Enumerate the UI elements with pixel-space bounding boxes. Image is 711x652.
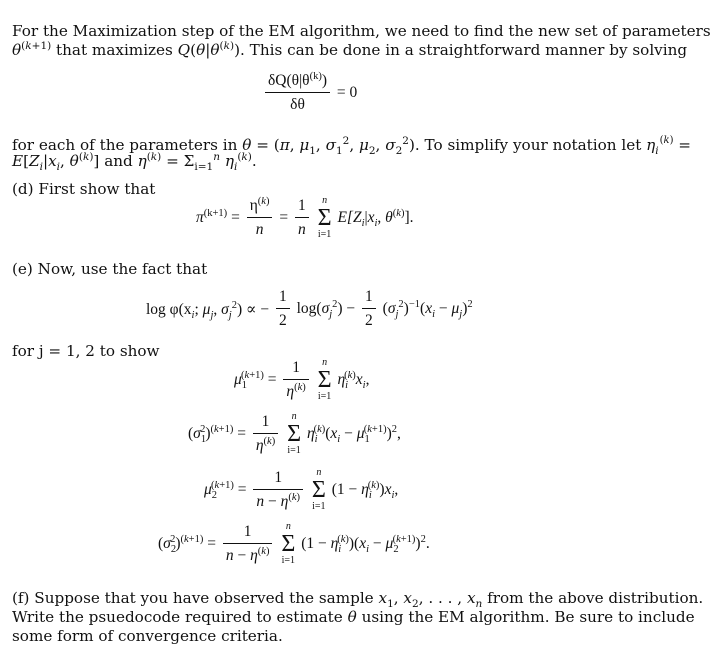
eta-ik-def: $\eta_i^{(k)}$ = bbox=[646, 135, 692, 157]
sample-list: $x_1$, $x_2$, . . . , $x_n$ bbox=[378, 589, 483, 610]
pi-sum-upper: n bbox=[322, 195, 328, 206]
sigma2-sum-upper: n bbox=[285, 521, 291, 532]
pi-frac1-num: η bbox=[249, 197, 258, 214]
pi-body: E[Z bbox=[337, 209, 362, 226]
pi-frac2-den: n bbox=[297, 221, 306, 238]
pi-update-equation: $\pi^{(k+1)}$ = $\frac{\eta^{(k)}}{n}$ = $\frac{1}{n}$ n Σ i=1 $E[Z_i|x_i$, $\theta^{(k)}$]. bbox=[196, 195, 414, 240]
mu1-update-equation: $\mu_1^{(k+1)}$ = $\frac{1}{\eta^{(k)}}$ n Σ i=1 $\eta_i^{(k)}x_i$, bbox=[234, 357, 370, 402]
mu1-sum-upper: n bbox=[322, 357, 328, 368]
pi-sum-lower: i=1 bbox=[317, 229, 332, 240]
q-function: $Q(\theta|\theta^{(k)})$ bbox=[177, 40, 241, 59]
deriv-close: ) bbox=[321, 72, 328, 89]
deriv-numerator: δQ(θ|θ bbox=[268, 72, 310, 89]
notation-text-a: for each of the parameters in bbox=[12, 136, 238, 154]
expectation-def: $E[Z_i|x_i$, $\theta^{(k)}$] bbox=[12, 151, 100, 173]
eta-k-def: $\eta^{(k)} = \Sigma_{i=1}^n$ $\eta_i^{(k)}$. bbox=[137, 151, 257, 173]
part-f-line-2 bbox=[12, 608, 695, 626]
inline-sum-lower: i=1 bbox=[194, 161, 214, 173]
log-density-equation: $\log \varphi(x_i$; $\mu_j$, $\sigma_j^2$) ∝ − $\frac{1}{2}$ $\log(\sigma_j^2)$ − $\frac{1}{2}$ $(\sigma_j^2)^{-1}(x_i - \mu_j)^2$ bbox=[146, 288, 473, 329]
sigma1-sum-upper: n bbox=[291, 411, 297, 422]
intro-line-2-text-a: that maximizes bbox=[56, 41, 173, 59]
log-phi: log φ(x bbox=[146, 300, 192, 318]
pi-frac2-num: 1 bbox=[295, 197, 309, 218]
sigma2-update-equation: $(\sigma_2^2)^{(k+1)}$ = $\frac{1}{n - \eta^{(k)}}$ n Σ i=1 $(1 - \eta_i^{(k)})(x_i - \mu_2^{(k+1)})^2$. bbox=[158, 521, 430, 566]
part-f-text-d: using the EM algorithm. Be sure to include bbox=[361, 608, 695, 626]
mu1-sum-lower: i=1 bbox=[317, 391, 332, 402]
pi-sup: (k+1) bbox=[203, 208, 228, 219]
notation-and: and bbox=[104, 152, 133, 170]
notation-text-b: . To simplify your notation let bbox=[414, 136, 642, 154]
for-j-text: for j = 1, 2 to show bbox=[12, 342, 160, 360]
notation-line-1 bbox=[12, 132, 692, 157]
part-d-label: (d) First show that bbox=[12, 180, 156, 198]
inline-sum-upper: n bbox=[213, 151, 221, 163]
part-f-text-b: from the above distribution. bbox=[487, 589, 704, 607]
part-f-text-a: (f) Suppose that you have observed the sample bbox=[12, 589, 374, 607]
mu2-update-equation: $\mu_2^{(k+1)}$ = $\frac{1}{n - \eta^{(k)}}$ n Σ i=1 $(1 - \eta_i^{(k)})x_i$, bbox=[204, 467, 399, 512]
sigma1-frac-num: 1 bbox=[253, 413, 278, 434]
pi-frac1-den: n bbox=[255, 221, 264, 238]
deriv-sup: (k) bbox=[309, 71, 322, 82]
part-f-line-3: some form of convergence criteria. bbox=[12, 627, 283, 645]
sigma1-update-equation: $(\sigma_1^2)^{(k+1)}$ = $\frac{1}{\eta^{(k)}}$ n Σ i=1 $\eta_i^{(k)}(x_i - \mu_1^{(k+1)})^2$, bbox=[188, 411, 401, 456]
theta-tuple: θ = (π, $\mu_1$, $\sigma_1^2$, $\mu_2$, $\sigma_2^2$) bbox=[242, 135, 415, 157]
sigma2-frac-num: 1 bbox=[223, 523, 273, 544]
notation-line-2 bbox=[12, 151, 257, 173]
mu1-frac-num: 1 bbox=[283, 359, 308, 380]
mu2-sum-lower: i=1 bbox=[312, 501, 326, 512]
pi-end: ]. bbox=[404, 209, 414, 226]
theta-symbol: θ bbox=[347, 608, 357, 626]
part-f-line-1 bbox=[12, 589, 704, 610]
sigma2-sum-lower: i=1 bbox=[281, 555, 296, 566]
mu2-frac-num: 1 bbox=[253, 469, 303, 490]
intro-line-2-text-b: . This can be done in a straightforward manner by solving bbox=[240, 41, 688, 59]
deriv-denominator: δθ bbox=[290, 96, 305, 113]
intro-line-1: For the Maximization step of the EM algorithm, we need to find the new set of parameters bbox=[12, 22, 711, 40]
part-f-text-c: Write the psuedocode required to estimate bbox=[12, 608, 343, 626]
deriv-rhs: = 0 bbox=[336, 84, 358, 101]
sigma1-sum-lower: i=1 bbox=[287, 445, 301, 456]
theta-k1: $\theta^{(k+1)}$ bbox=[12, 40, 52, 59]
intro-line-2 bbox=[12, 40, 688, 59]
part-e-label: (e) Now, use the fact that bbox=[12, 260, 208, 278]
derivative-equation bbox=[262, 72, 357, 114]
mu2-sum-upper: n bbox=[316, 467, 322, 478]
